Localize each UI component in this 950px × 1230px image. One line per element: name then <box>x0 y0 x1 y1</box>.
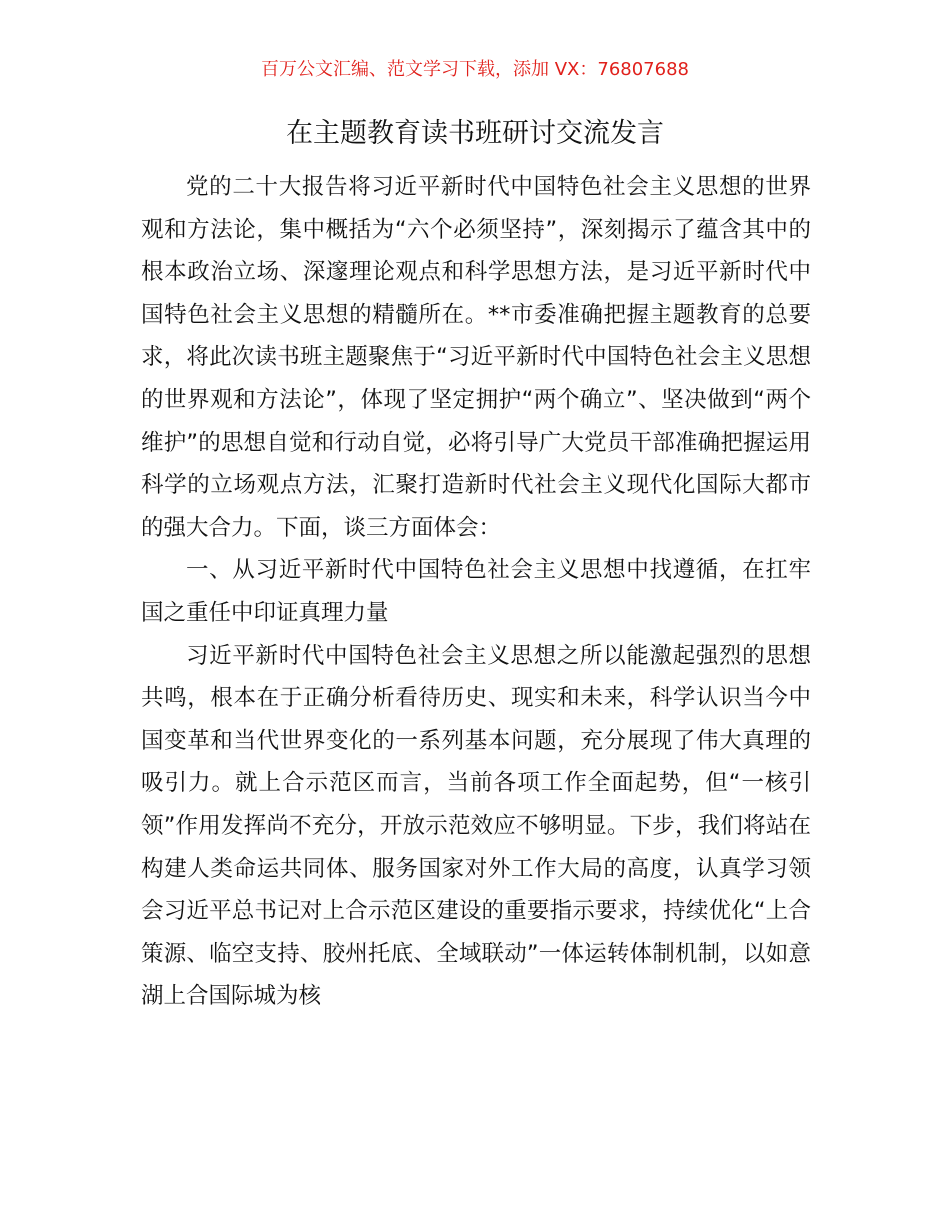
document-body <box>141 166 811 1018</box>
page-title: 在主题教育读书班研讨交流发言 <box>286 118 664 149</box>
promo-banner: 百万公文汇编、范文学习下载，添加 VX：76807688 <box>261 59 689 80</box>
body-paragraph-section-1: 习近平新时代中国特色社会主义思想之所以能激起强烈的思想共鸣，根本在于正确分析看待历史、现实和未来，科学认识当今中国变革和当代世界变化的一系列基本问题，充分展现了伟大真理的吸引力。就上合示范区而言，当前各项工作全面起势，但“一核引领”作用发挥尚不充分，开放示范效应不够明显。下步，我们将站在构建人类命运共同体、服务国家对外工作大局的高度，认真学习领会习近平总书记对上合示范区建设的重要指示要求，持续优化“上合策源、临空支持、胶州托底、全域联动”一体运转体制机制，以如意湖上合国际城为核 <box>141 642 811 1010</box>
section-heading-1: 一、从习近平新时代中国特色社会主义思想中找遵循，在扛牢国之重任中印证真理力量 <box>141 557 811 626</box>
body-paragraph-intro: 党的二十大报告将习近平新时代中国特色社会主义思想的世界观和方法论，集中概括为“六个必须坚持”，深刻揭示了蕴含其中的根本政治立场、深邃理论观点和科学思想方法，是习近平新时代中国特色社会主义思想的精髓所在。**市委准确把握主题教育的总要求，将此次读书班主题聚焦于“习近平新时代中国特色社会主义思想的世界观和方法论”，体现了坚定拥护“两个确立”、坚决做到“两个维护”的思想自觉和行动自觉，必将引导广大党员干部准确把握运用科学的立场观点方法，汇聚打造新时代社会主义现代化国际大都市的强大合力。下面，谈三方面体会： <box>141 174 811 541</box>
